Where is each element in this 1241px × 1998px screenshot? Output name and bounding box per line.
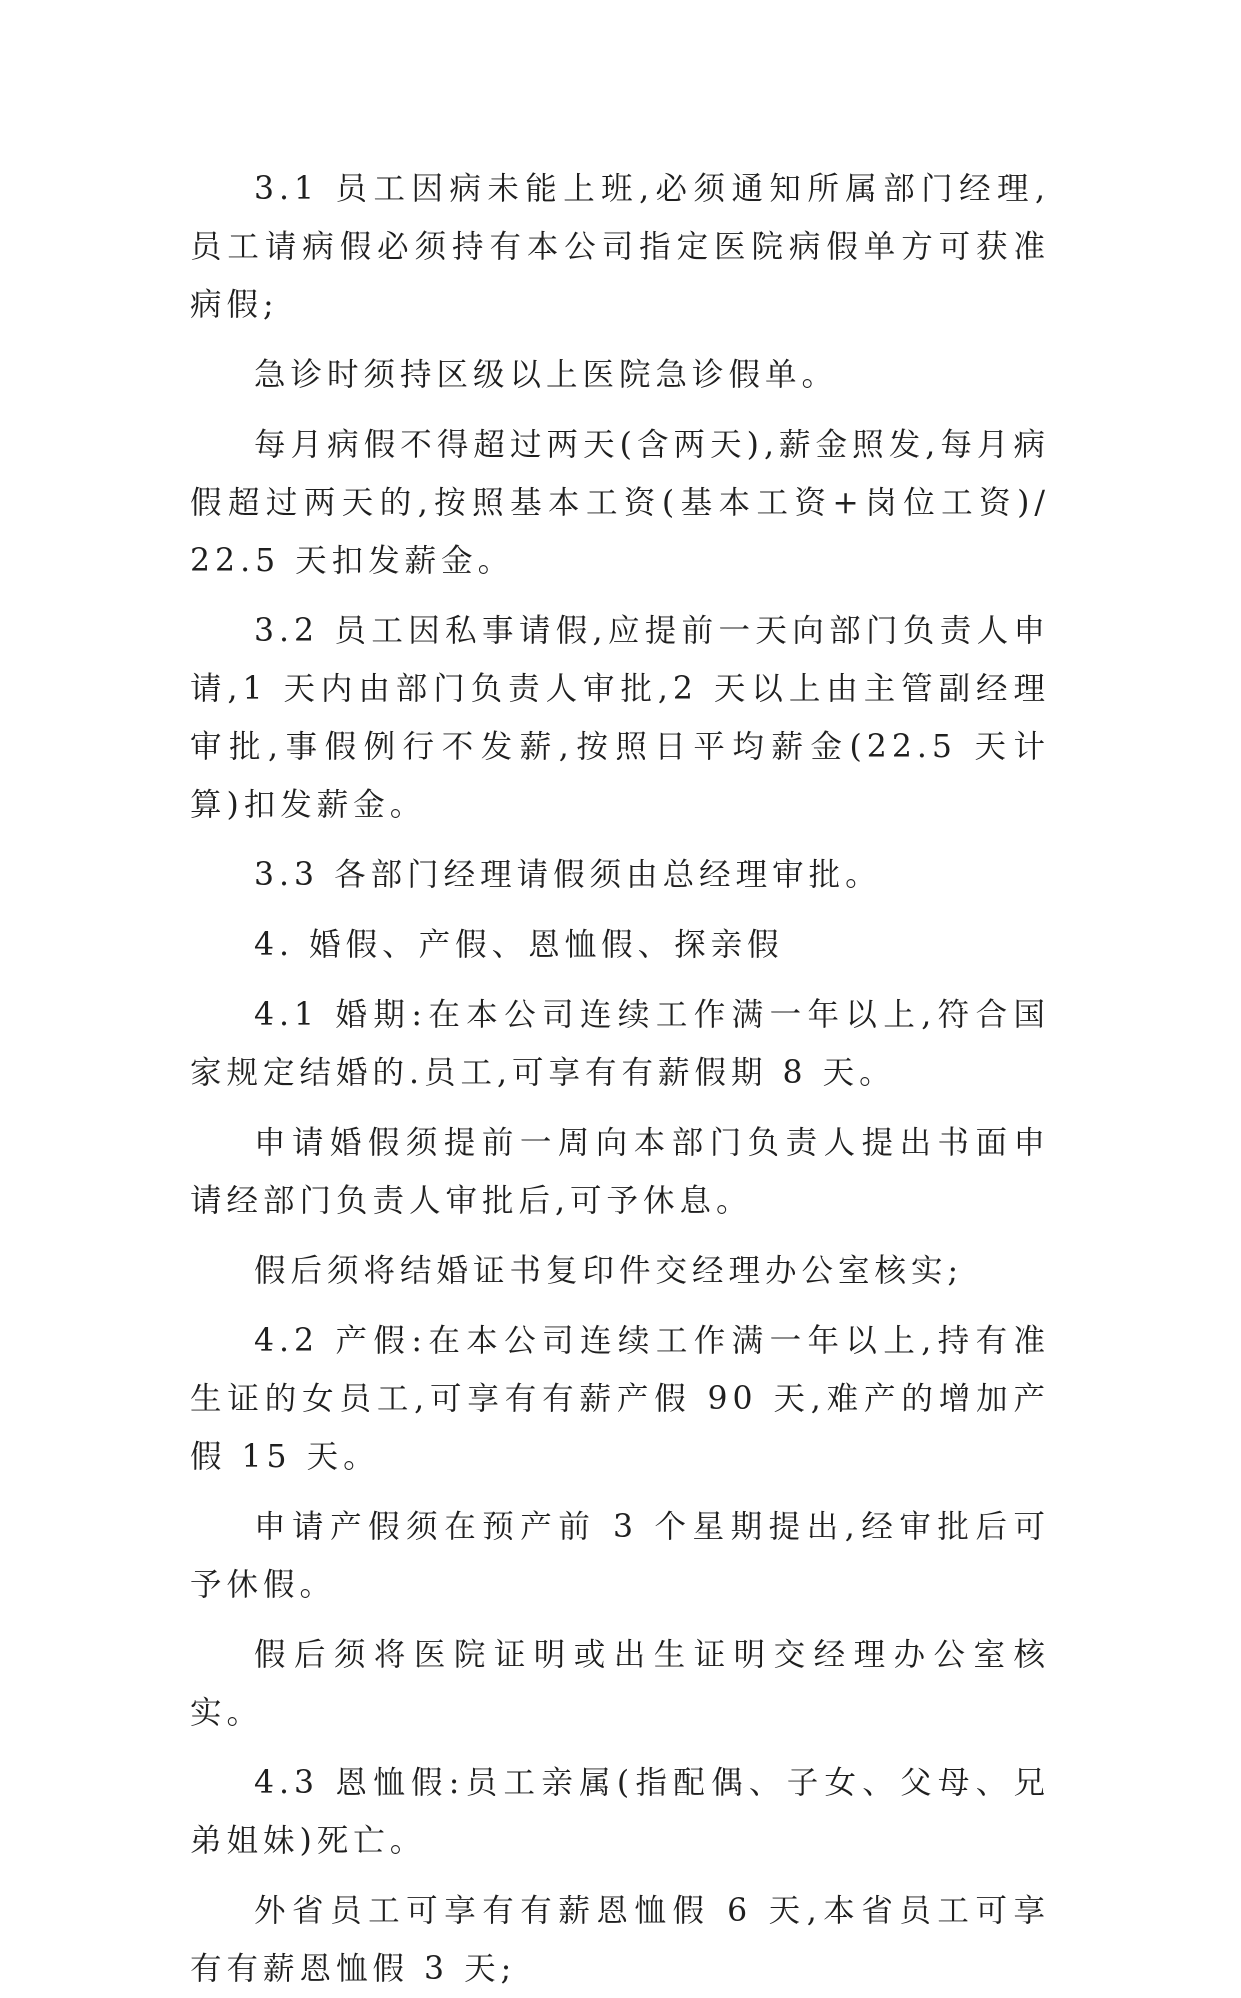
paragraph-maternity-leave: 4.2 产假:在本公司连续工作满一年以上,持有准生证的女员工,可享有有薪产假 90 天,难产的增加产假 15 天。 <box>190 1323 1050 1475</box>
paragraph-monthly-sick-leave: 每月病假不得超过两天(含两天),薪金照发,每月病假超过两天的,按照基本工资(基本工资+岗位工资)/ 22.5 天扣发薪金。 <box>190 427 1050 579</box>
section-heading-special-leave: 4. 婚假、产假、恩恤假、探亲假 <box>254 927 784 963</box>
paragraph-emergency: 急诊时须持区级以上医院急诊假单。 <box>254 357 839 393</box>
paragraph-manager-leave: 3.3 各部门经理请假须由总经理审批。 <box>254 857 882 893</box>
document-body <box>190 160 1050 1998</box>
paragraph-maternity-verification: 假后须将医院证明或出生证明交经理办公室核实。 <box>190 1637 1050 1731</box>
paragraph-marriage-verification: 假后须将结婚证书复印件交经理办公室核实; <box>254 1253 964 1289</box>
paragraph-personal-leave: 3.2 员工因私事请假,应提前一天向部门负责人申请,1 天内由部门负责人审批,2 天以上由主管副经理审批,事假例行不发薪,按照日平均薪金(22.5 天计算)扣发薪金。 <box>190 613 1050 823</box>
paragraph-sick-leave: 3.1 员工因病未能上班,必须通知所属部门经理,员工请病假必须持有本公司指定医院病假单方可获准病假; <box>190 171 1050 323</box>
paragraph-maternity-application: 申请产假须在预产前 3 个星期提出,经审批后可予休假。 <box>190 1509 1050 1603</box>
paragraph-marriage-application: 申请婚假须提前一周向本部门负责人提出书面申请经部门负责人审批后,可予休息。 <box>190 1125 1050 1219</box>
paragraph-bereavement-days: 外省员工可享有有薪恩恤假 6 天,本省员工可享有有薪恩恤假 3 天; <box>190 1893 1050 1987</box>
paragraph-marriage-leave: 4.1 婚期:在本公司连续工作满一年以上,符合国家规定结婚的.员工,可享有有薪假期 8 天。 <box>190 997 1050 1091</box>
paragraph-bereavement-leave: 4.3 恩恤假:员工亲属(指配偶、子女、父母、兄弟姐妹)死亡。 <box>190 1765 1050 1859</box>
